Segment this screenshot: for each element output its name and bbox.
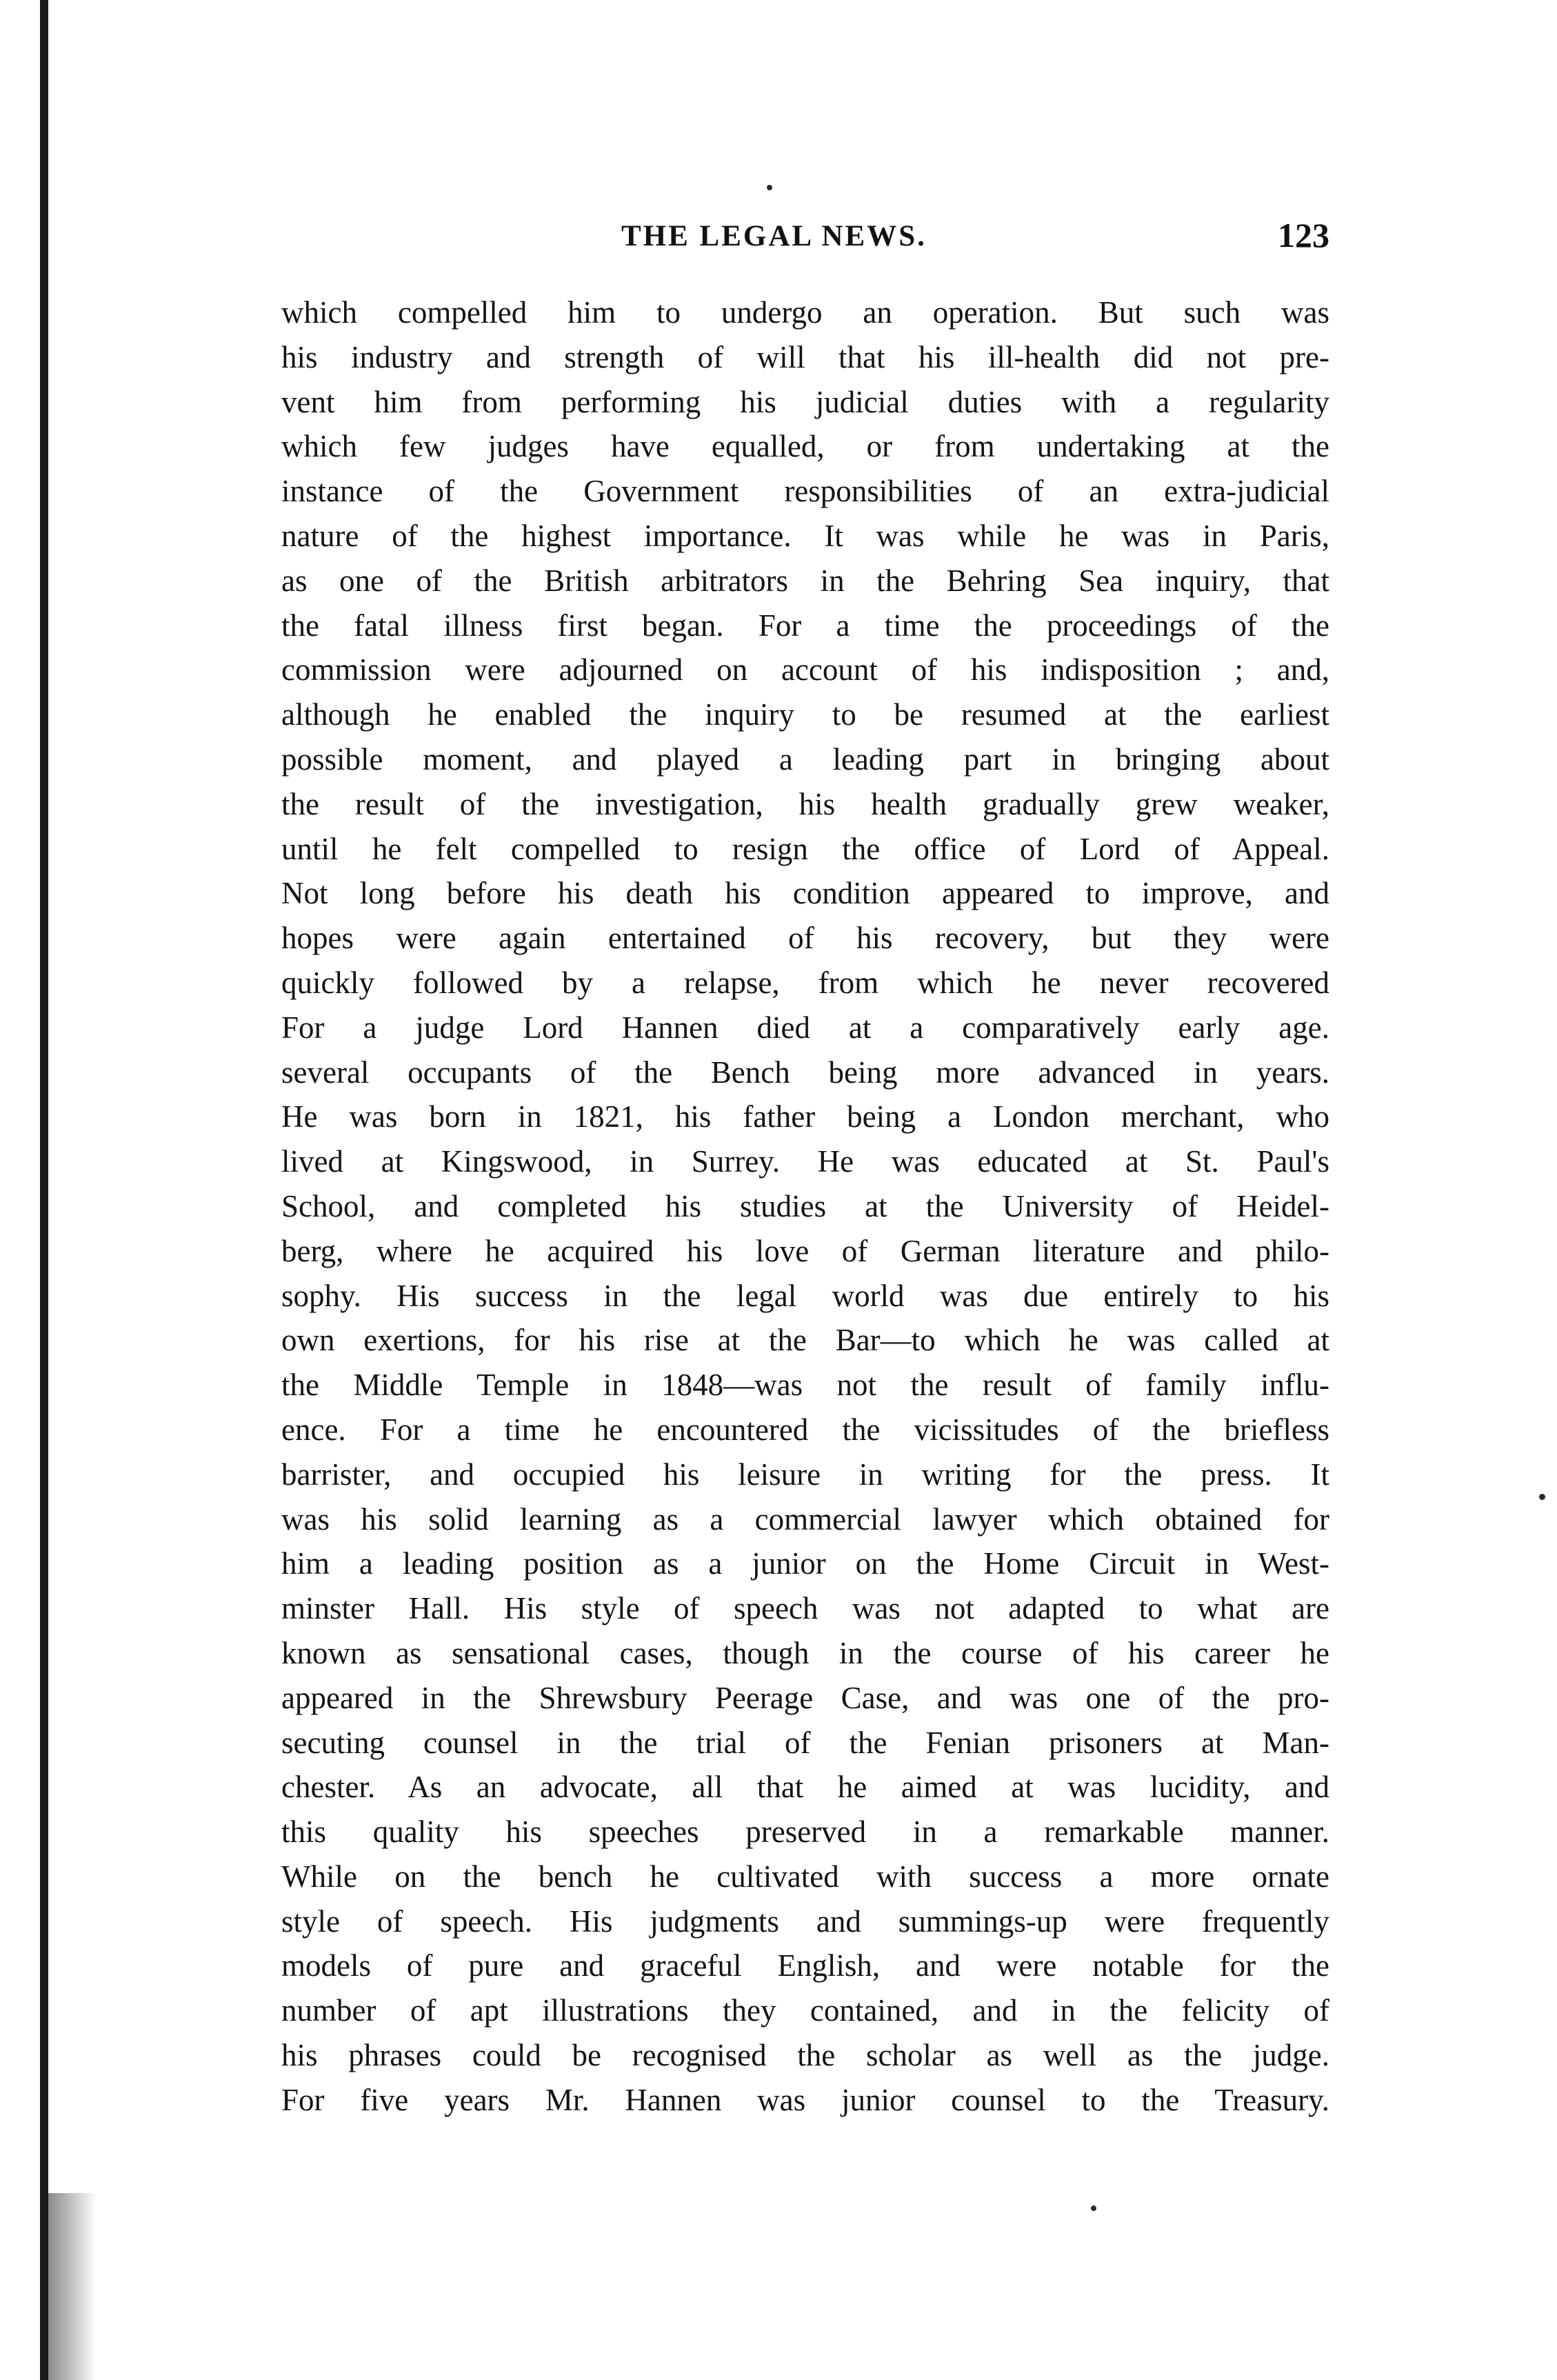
page-number: 123 — [1278, 216, 1329, 254]
text-line: the result of the investigation, his health gradually grew weaker, — [281, 786, 1329, 821]
text-line: several occupants of the Bench being more advanced in years. — [281, 1054, 1329, 1090]
text-line: secuting counsel in the trial of the Fenian prisoners at Man- — [281, 1725, 1329, 1760]
text-line: possible moment, and played a leading part in bringing about — [281, 741, 1329, 777]
text-line: Not long before his death his condition appeared to improve, and — [281, 876, 1329, 911]
page-header — [281, 216, 1329, 261]
text-line: which compelled him to undergo an operation. But such was — [281, 295, 1329, 330]
text-line: berg, where he acquired his love of German literature and philo- — [281, 1233, 1329, 1268]
text-line: minster Hall. His style of speech was not adapted to what are — [281, 1591, 1329, 1626]
text-line: was his solid learning as a commercial lawyer which obtained for — [281, 1501, 1329, 1537]
text-line: barrister, and occupied his leisure in writing for the press. It — [281, 1457, 1329, 1492]
text-line: as one of the British arbitrators in the Behring Sea inquiry, that — [281, 563, 1329, 598]
text-line: vent him from performing his judicial duties with a regularity — [281, 384, 1329, 419]
text-line: quickly followed by a relapse, from which he never recovered — [281, 965, 1329, 1000]
article-body — [281, 290, 1329, 2123]
text-line: instance of the Government responsibilities of an extra-judicial — [281, 474, 1329, 509]
text-line: While on the bench he cultivated with success a more ornate — [281, 1859, 1329, 1894]
text-line: style of speech. His judgments and summings-up were frequently — [281, 1903, 1329, 1939]
text-line: commission were adjourned on account of his indisposition ; and, — [281, 652, 1329, 688]
text-line: School, and completed his studies at the University of Heidel- — [281, 1188, 1329, 1223]
text-line: his phrases could be recognised the scholar as well as the judge. — [281, 2038, 1329, 2073]
text-line: his industry and strength of will that his ill-health did not pre- — [281, 339, 1329, 374]
text-line: ence. For a time he encountered the vicissitudes of the briefless — [281, 1412, 1329, 1447]
ink-speck — [1539, 1494, 1545, 1500]
text-line: the Middle Temple in 1848—was not the result of family influ- — [281, 1368, 1329, 1403]
text-line: the fatal illness first began. For a time the proceedings of the — [281, 608, 1329, 643]
text-line: For a judge Lord Hannen died at a comparatively early age. — [281, 1010, 1329, 1045]
binding-edge — [40, 0, 48, 2380]
text-line: number of apt illustrations they contained, and in the felicity of — [281, 1993, 1329, 2028]
text-line: lived at Kingswood, in Surrey. He was educated at St. Paul's — [281, 1144, 1329, 1179]
text-line: known as sensational cases, though in the course of his career he — [281, 1635, 1329, 1670]
ink-speck — [767, 185, 772, 190]
running-title: THE LEGAL NEWS. — [621, 220, 927, 252]
text-line: He was born in 1821, his father being a London merchant, who — [281, 1099, 1329, 1134]
text-line: until he felt compelled to resign the office of Lord of Appeal. — [281, 831, 1329, 866]
text-line: which few judges have equalled, or from undertaking at the — [281, 429, 1329, 464]
page-edge-shadow — [48, 2193, 97, 2380]
text-line: own exertions, for his rise at the Bar—to which he was called at — [281, 1323, 1329, 1358]
text-line: appeared in the Shrewsbury Peerage Case, and was one of the pro- — [281, 1680, 1329, 1715]
text-line: this quality his speeches preserved in a remarkable manner. — [281, 1814, 1329, 1850]
text-line: nature of the highest importance. It was while he was in Paris, — [281, 518, 1329, 553]
text-line: chester. As an advocate, all that he aimed at was lucidity, and — [281, 1770, 1329, 1805]
ink-speck — [1091, 2206, 1096, 2211]
text-line: although he enabled the inquiry to be resumed at the earliest — [281, 697, 1329, 732]
text-line: models of pure and graceful English, and were notable for the — [281, 1948, 1329, 1983]
text-line: For five years Mr. Hannen was junior counsel to the Treasury. — [281, 2082, 1329, 2117]
text-line: sophy. His success in the legal world was due entirely to his — [281, 1278, 1329, 1313]
text-line: hopes were again entertained of his recovery, but they were — [281, 921, 1329, 956]
text-line: him a leading position as a junior on the Home Circuit in West- — [281, 1546, 1329, 1581]
